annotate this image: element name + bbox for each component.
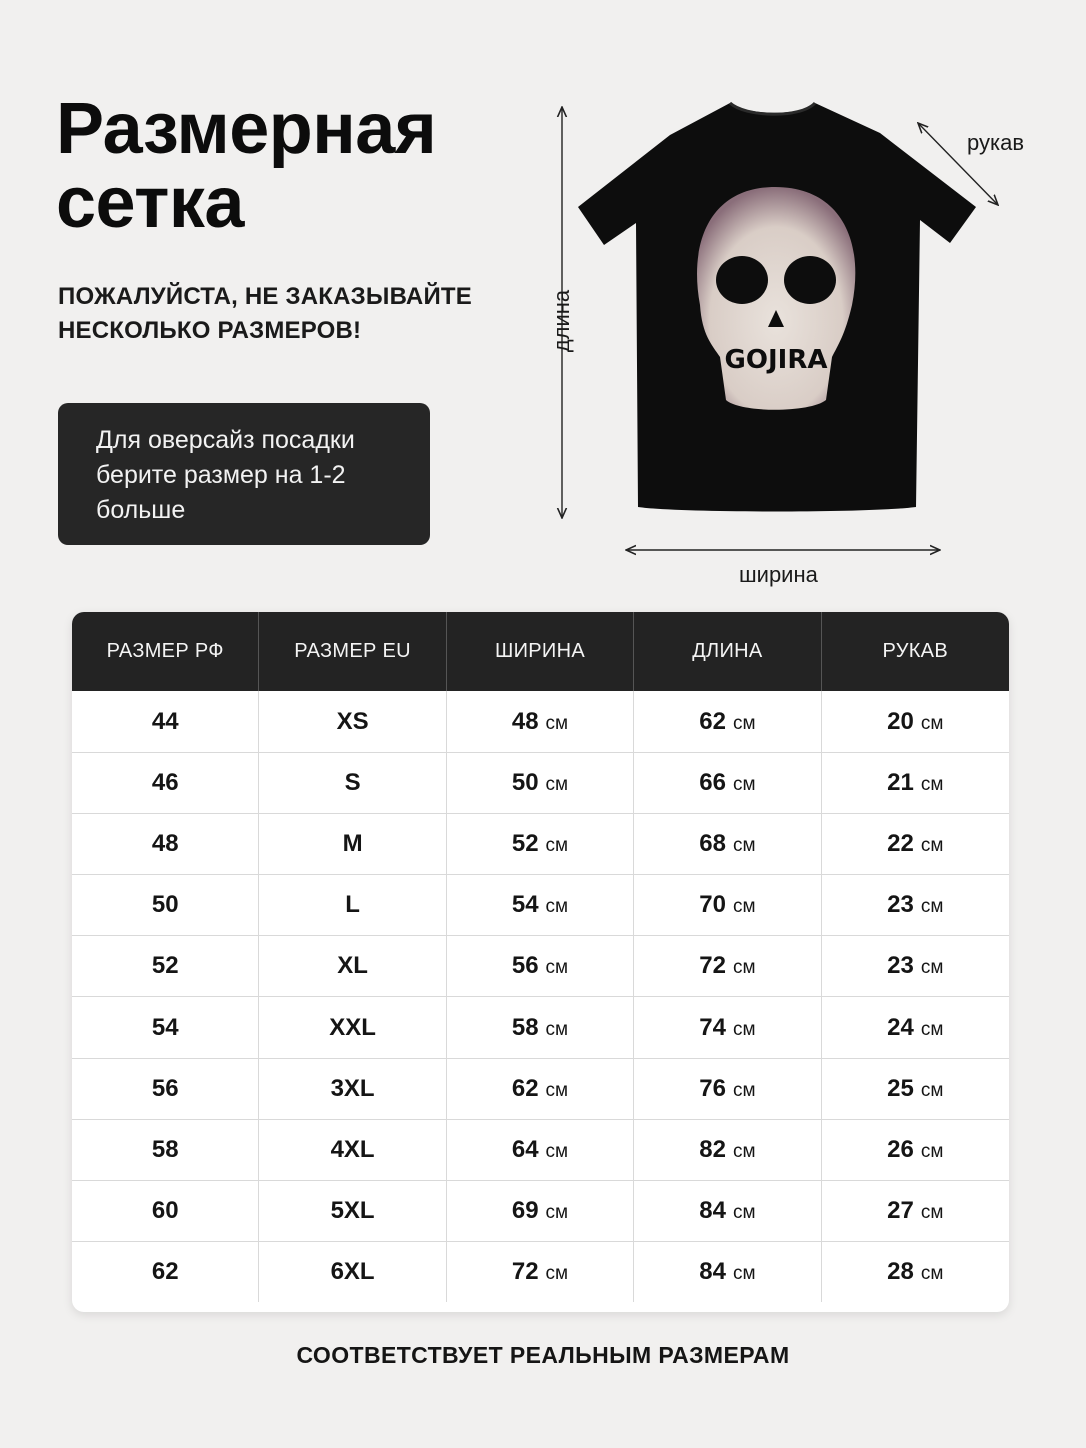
cell-sleeve: 26 см xyxy=(887,1135,944,1163)
cell-width: 64 см xyxy=(447,1120,634,1180)
cell-length: 84 см xyxy=(634,1242,821,1302)
sleeve-label: рукав xyxy=(967,130,1025,155)
cell-width: 58 см xyxy=(447,997,634,1057)
cell-sleeve: 24 см xyxy=(887,1013,944,1041)
cell-width: 48 см xyxy=(447,691,634,752)
table-row xyxy=(72,1058,1009,1119)
cell-sleeve: 22 см xyxy=(887,830,944,858)
cell-length: 76 см xyxy=(634,1059,821,1119)
cell-size-ru: 60 xyxy=(72,1181,259,1241)
cell-length: 68 см xyxy=(634,814,821,874)
cell-size-eu: XXL xyxy=(259,997,446,1057)
table-row xyxy=(72,813,1009,874)
cell-length: 74 см xyxy=(634,997,821,1057)
table-row xyxy=(72,1119,1009,1180)
cell-sleeve: 25 см xyxy=(887,1074,944,1102)
cell-sleeve: 27 см xyxy=(887,1196,944,1224)
cell-size-ru: 54 xyxy=(72,997,259,1057)
cell-width: 54 см xyxy=(447,875,634,935)
note-line-2: берите размер на 1-2 xyxy=(96,461,346,489)
cell-length: 66 см xyxy=(634,753,821,813)
cell-size-ru: 52 xyxy=(72,936,259,996)
cell-size-ru: 58 xyxy=(72,1120,259,1180)
table-row xyxy=(72,1241,1009,1302)
table-row xyxy=(72,752,1009,813)
header-sleeve: РУКАВ xyxy=(882,640,948,662)
cell-sleeve: 21 см xyxy=(887,769,944,797)
footer-note: СООТВЕТСТВУЕТ РЕАЛЬНЫМ РАЗМЕРАМ xyxy=(296,1342,790,1368)
cell-length: 84 см xyxy=(634,1181,821,1241)
oversize-note xyxy=(58,403,430,545)
title-line-2: сетка xyxy=(56,163,244,243)
cell-size-ru: 44 xyxy=(72,691,259,752)
table-row xyxy=(72,1180,1009,1241)
warning-line-2: НЕСКОЛЬКО РАЗМЕРОВ! xyxy=(58,317,362,344)
cell-length: 70 см xyxy=(634,875,821,935)
header-size-ru: РАЗМЕР РФ xyxy=(72,612,259,691)
table-row xyxy=(72,874,1009,935)
cell-sleeve: 20 см xyxy=(887,707,944,735)
cell-size-eu: 4XL xyxy=(259,1120,446,1180)
size-table xyxy=(72,612,1009,1312)
cell-size-eu: M xyxy=(259,814,446,874)
warning-text xyxy=(58,280,528,348)
table-body xyxy=(72,691,1009,1302)
cell-size-ru: 62 xyxy=(72,1242,259,1302)
length-label: длина xyxy=(549,289,574,353)
header-length: ДЛИНА xyxy=(634,612,821,691)
skull-print-text: GOJIRA xyxy=(724,345,828,375)
note-line-1: Для оверсайз посадки xyxy=(96,426,355,454)
cell-width: 72 см xyxy=(447,1242,634,1302)
width-label: ширина xyxy=(739,562,818,587)
cell-width: 56 см xyxy=(447,936,634,996)
cell-width: 52 см xyxy=(447,814,634,874)
cell-size-eu: XS xyxy=(259,691,446,752)
cell-length: 72 см xyxy=(634,936,821,996)
cell-width: 50 см xyxy=(447,753,634,813)
cell-size-ru: 46 xyxy=(72,753,259,813)
cell-size-ru: 50 xyxy=(72,875,259,935)
page-title xyxy=(56,89,437,243)
cell-length: 62 см xyxy=(634,691,821,752)
tshirt-diagram xyxy=(540,95,1060,595)
cell-size-eu: XL xyxy=(259,936,446,996)
table-row xyxy=(72,935,1009,996)
title-line-1: Размерная xyxy=(56,89,437,169)
tshirt-illustration xyxy=(540,95,1060,595)
cell-size-eu: 5XL xyxy=(259,1181,446,1241)
warning-line-1: ПОЖАЛУЙСТА, НЕ ЗАКАЗЫВАЙТЕ xyxy=(58,283,472,310)
header-width: ШИРИНА xyxy=(447,612,634,691)
cell-width: 62 см xyxy=(447,1059,634,1119)
cell-sleeve: 23 см xyxy=(887,952,944,980)
cell-size-ru: 56 xyxy=(72,1059,259,1119)
cell-width: 69 см xyxy=(447,1181,634,1241)
table-row xyxy=(72,996,1009,1057)
cell-size-eu: S xyxy=(259,753,446,813)
cell-size-ru: 48 xyxy=(72,814,259,874)
cell-size-eu: 6XL xyxy=(259,1242,446,1302)
table-row xyxy=(72,691,1009,752)
header-size-eu: РАЗМЕР EU xyxy=(259,612,446,691)
cell-size-eu: L xyxy=(259,875,446,935)
cell-sleeve: 28 см xyxy=(887,1257,944,1285)
cell-sleeve: 23 см xyxy=(887,891,944,919)
cell-size-eu: 3XL xyxy=(259,1059,446,1119)
cell-length: 82 см xyxy=(634,1120,821,1180)
note-line-3: больше xyxy=(96,496,186,524)
table-header xyxy=(72,612,1009,691)
